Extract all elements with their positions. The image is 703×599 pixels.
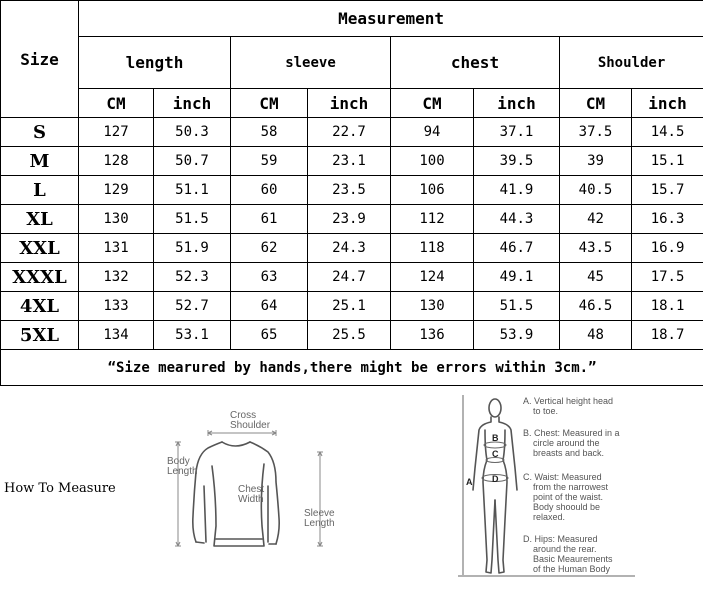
value-cell: 51.5 — [474, 292, 560, 321]
value-cell: 51.1 — [154, 176, 231, 205]
value-cell: 136 — [391, 321, 474, 350]
value-cell: 127 — [79, 118, 154, 147]
size-cell: XXXL — [1, 263, 79, 292]
value-cell: 41.9 — [474, 176, 560, 205]
value-cell: 130 — [79, 205, 154, 234]
value-cell: 64 — [231, 292, 308, 321]
value-cell: 16.9 — [632, 234, 703, 263]
unit-header: inch — [154, 89, 231, 118]
value-cell: 50.3 — [154, 118, 231, 147]
sweater-diagram — [160, 406, 350, 566]
value-cell: 18.7 — [632, 321, 703, 350]
table-row — [1, 263, 703, 292]
value-cell: 50.7 — [154, 147, 231, 176]
value-cell: 23.5 — [308, 176, 391, 205]
header-row-groups — [1, 37, 703, 89]
value-cell: 16.3 — [632, 205, 703, 234]
value-cell: 94 — [391, 118, 474, 147]
sweater-outline — [193, 442, 279, 546]
measurement-note: “Size mearured by hands,there might be errors within 3cm.” — [1, 350, 703, 386]
value-cell: 18.1 — [632, 292, 703, 321]
table-row — [1, 147, 703, 176]
unit-header: CM — [560, 89, 632, 118]
table-row — [1, 205, 703, 234]
value-cell: 23.9 — [308, 205, 391, 234]
group-header-shoulder: Shoulder — [560, 37, 703, 89]
table-row — [1, 176, 703, 205]
value-cell: 15.7 — [632, 176, 703, 205]
measurement-header: Measurement — [79, 1, 703, 37]
value-cell: 14.5 — [632, 118, 703, 147]
size-header: Size — [1, 1, 79, 118]
value-cell: 60 — [231, 176, 308, 205]
value-cell: 134 — [79, 321, 154, 350]
size-cell: XXL — [1, 234, 79, 263]
value-cell: 40.5 — [560, 176, 632, 205]
value-cell: 58 — [231, 118, 308, 147]
body-measurement-diagram — [455, 390, 640, 590]
value-cell: 49.1 — [474, 263, 560, 292]
value-cell: 61 — [231, 205, 308, 234]
table-row — [1, 292, 703, 321]
header-row-measurement — [1, 1, 703, 37]
letter-d: D — [492, 474, 499, 484]
note-chest: B. Chest: Measured in a circle around the breasts and back. — [523, 428, 620, 458]
group-header-chest: chest — [391, 37, 560, 89]
value-cell: 43.5 — [560, 234, 632, 263]
cross-shoulder-label: Cross Shoulder — [230, 410, 271, 431]
letter-b: B — [492, 433, 499, 443]
value-cell: 124 — [391, 263, 474, 292]
value-cell: 130 — [391, 292, 474, 321]
value-cell: 118 — [391, 234, 474, 263]
human-figure — [473, 399, 517, 573]
unit-header: inch — [474, 89, 560, 118]
value-cell: 39 — [560, 147, 632, 176]
value-cell: 132 — [79, 263, 154, 292]
unit-header: CM — [391, 89, 474, 118]
note-waist: C. Waist: Measured from the narrowest point of the waist. Body shoould be relaxed. — [523, 472, 609, 522]
note-row — [1, 350, 703, 386]
value-cell: 22.7 — [308, 118, 391, 147]
letter-a: A — [466, 477, 473, 487]
value-cell: 53.1 — [154, 321, 231, 350]
value-cell: 44.3 — [474, 205, 560, 234]
how-to-measure-section — [0, 384, 703, 599]
value-cell: 52.7 — [154, 292, 231, 321]
value-cell: 42 — [560, 205, 632, 234]
value-cell: 112 — [391, 205, 474, 234]
size-cell: 5XL — [1, 321, 79, 350]
value-cell: 53.9 — [474, 321, 560, 350]
size-cell: XL — [1, 205, 79, 234]
value-cell: 25.5 — [308, 321, 391, 350]
size-cell: 4XL — [1, 292, 79, 321]
size-cell: S — [1, 118, 79, 147]
value-cell: 48 — [560, 321, 632, 350]
value-cell: 24.3 — [308, 234, 391, 263]
value-cell: 17.5 — [632, 263, 703, 292]
value-cell: 51.9 — [154, 234, 231, 263]
sleeve-length-label: Sleeve Length — [304, 508, 335, 529]
header-row-units — [1, 89, 703, 118]
value-cell: 100 — [391, 147, 474, 176]
value-cell: 39.5 — [474, 147, 560, 176]
group-header-length: length — [79, 37, 231, 89]
sleeve-length-arrow — [317, 452, 323, 546]
value-cell: 23.1 — [308, 147, 391, 176]
value-cell: 37.5 — [560, 118, 632, 147]
value-cell: 128 — [79, 147, 154, 176]
table-row — [1, 118, 703, 147]
value-cell: 129 — [79, 176, 154, 205]
unit-header: CM — [231, 89, 308, 118]
value-cell: 65 — [231, 321, 308, 350]
value-cell: 24.7 — [308, 263, 391, 292]
size-cell: L — [1, 176, 79, 205]
note-hips: D. Hips: Measured around the rear. Basic Meaurements of the Human Body — [523, 534, 613, 574]
size-rows — [1, 118, 703, 350]
unit-header: inch — [632, 89, 703, 118]
value-cell: 45 — [560, 263, 632, 292]
note-height: A. Vertical height head to toe. — [523, 396, 614, 416]
how-to-measure-label: How To Measure — [4, 481, 116, 496]
value-cell: 25.1 — [308, 292, 391, 321]
value-cell: 15.1 — [632, 147, 703, 176]
body-length-label: Body Length — [167, 456, 198, 477]
letter-c: C — [492, 449, 499, 459]
table-row — [1, 321, 703, 350]
value-cell: 37.1 — [474, 118, 560, 147]
value-cell: 52.3 — [154, 263, 231, 292]
value-cell: 106 — [391, 176, 474, 205]
value-cell: 59 — [231, 147, 308, 176]
value-cell: 133 — [79, 292, 154, 321]
size-cell: M — [1, 147, 79, 176]
value-cell: 46.7 — [474, 234, 560, 263]
value-cell: 131 — [79, 234, 154, 263]
unit-header: CM — [79, 89, 154, 118]
group-header-sleeve: sleeve — [231, 37, 391, 89]
table-row — [1, 234, 703, 263]
unit-header: inch — [308, 89, 391, 118]
chest-width-label: Chest Width — [238, 484, 265, 505]
value-cell: 63 — [231, 263, 308, 292]
value-cell: 46.5 — [560, 292, 632, 321]
value-cell: 51.5 — [154, 205, 231, 234]
value-cell: 62 — [231, 234, 308, 263]
